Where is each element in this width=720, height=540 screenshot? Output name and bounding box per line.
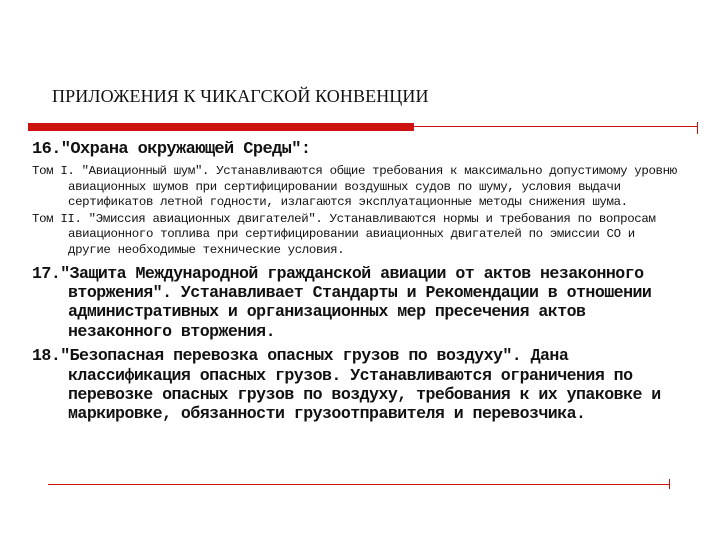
title-divider — [28, 122, 698, 134]
title-divider-tick — [697, 122, 698, 134]
item-18: 18."Безопасная перевозка опасных грузов по воздуху". Дана классификация опасных грузов. Устанавливаются ограничения по перевозке опасных грузов по воздуху, требования к их упаковке и маркировке, обязанности грузоотправителя и перевозчика. — [32, 346, 661, 424]
bottom-divider-line — [48, 484, 670, 485]
item-16-heading: 16."Охрана окружающей Среды": — [32, 140, 311, 159]
slide-title: ПРИЛОЖЕНИЯ К ЧИКАГСКОЙ КОНВЕНЦИИ — [52, 86, 429, 106]
title-divider-line — [414, 126, 698, 127]
title-divider-bar — [28, 123, 414, 131]
item-16-volume-2: Том II. "Эмиссия авиационных двигателей". Устанавливаются нормы и требования по вопросам авиационного топлива при сертифицировании авиационных двигателей по эмиссии СО и другие необходимые технические условия. — [32, 211, 656, 257]
item-17: 17."Защита Международной гражданской авиации от актов незаконного вторжения". Устанавливает Стандарты и Рекомендации в отношении административных и организационных мер пресечения актов незаконного вторжения. — [32, 263, 652, 341]
slide-content — [32, 140, 682, 424]
bottom-divider-tick — [669, 479, 670, 489]
item-16-volume-1: Том I. "Авиационный шум". Устанавливаются общие требования к максимально допустимому уровню авиационных шумов при сертифицировании воздушных судов по шуму, условия выдачи сертификатов летной годности, излагаются эксплуатационные методы снижения шума. — [32, 164, 677, 210]
